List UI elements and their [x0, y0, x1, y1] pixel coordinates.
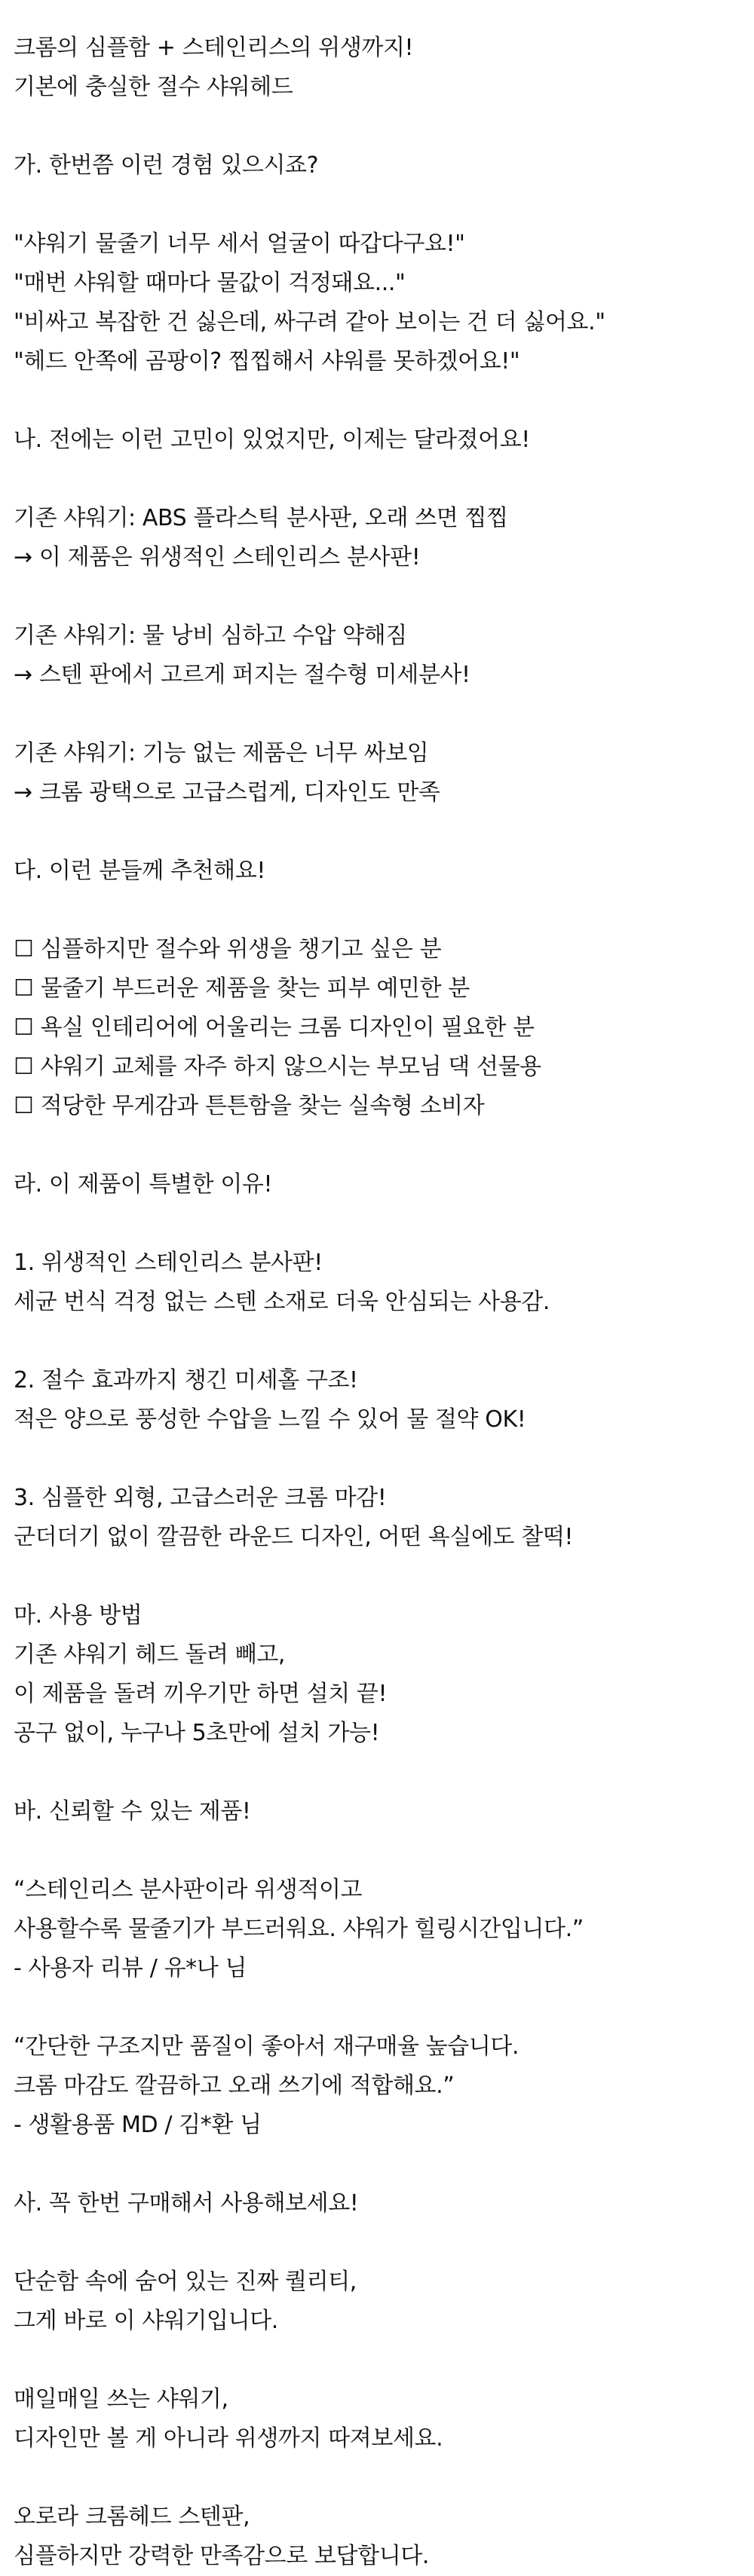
section-da [14, 852, 754, 891]
paragraph-gap [14, 1557, 754, 1596]
paragraph-gap [14, 2341, 754, 2380]
paragraph-gap [14, 1439, 754, 1479]
text-line: 2. 절수 효과까지 챙긴 미세홀 구조! [14, 1367, 358, 1394]
text-line: 세균 번식 걱정 없는 스텐 소재로 더욱 안심되는 사용감. [14, 1289, 550, 1315]
text-line: “간단한 구조지만 품질이 좋아서 재구매율 높습니다. [14, 2033, 520, 2060]
section-sa-3 [14, 2498, 754, 2576]
section-na-2 [14, 616, 754, 695]
text-line: 기존 샤워기 헤드 돌려 빼고, [14, 1641, 286, 1668]
text-line: 디자인만 볼 게 아니라 위생까지 따져보세요. [14, 2425, 443, 2452]
text-line: 사. 꼭 한번 구매해서 사용해보세요! [14, 2190, 359, 2217]
text-line: 오로라 크롬헤드 스텐판, [14, 2504, 250, 2530]
section-ga [14, 146, 754, 185]
text-line: - 사용자 리뷰 / 유*나 님 [14, 1955, 247, 1981]
section-na-1 [14, 499, 754, 577]
paragraph-gap [14, 107, 754, 146]
paragraph-gap [14, 460, 754, 499]
text-line: 단순함 속에 숨어 있는 진짜 퀄리티, [14, 2269, 357, 2295]
paragraph-gap [14, 185, 754, 225]
text-line: 그게 바로 이 샤워기입니다. [14, 2308, 278, 2334]
text-line: 기본에 충실한 절수 샤워헤드 [14, 74, 293, 100]
section-ba-review-2 [14, 2027, 754, 2145]
section-ra-2 [14, 1361, 754, 1439]
section-intro [14, 29, 754, 107]
section-ra [14, 1165, 754, 1204]
paragraph-gap [14, 891, 754, 930]
text-line: - 생활용품 MD / 김*환 님 [14, 2112, 262, 2138]
paragraph-gap [14, 812, 754, 852]
text-line: 기존 샤워기: ABS 플라스틱 분사판, 오래 쓰면 찝찝 [14, 505, 508, 531]
section-da-list [14, 930, 754, 1126]
section-sa-2 [14, 2380, 754, 2458]
text-line: "매번 샤워할 때마다 물값이 걱정돼요..." [14, 270, 406, 296]
paragraph-gap [14, 577, 754, 616]
paragraph-gap [14, 1204, 754, 1244]
paragraph-gap [14, 1831, 754, 1871]
text-line: "헤드 안쪽에 곰팡이? 찝찝해서 샤워를 못하겠어요!" [14, 348, 520, 375]
section-ga-quotes [14, 225, 754, 381]
paragraph-gap [14, 2223, 754, 2262]
text-line: "비싸고 복잡한 건 싫은데, 싸구려 같아 보이는 건 더 싫어요." [14, 309, 605, 335]
text-line: 매일매일 쓰는 샤워기, [14, 2386, 228, 2412]
text-line: 다. 이런 분들께 추천해요! [14, 858, 265, 884]
paragraph-gap [14, 2458, 754, 2498]
text-line: ☐ 물줄기 부드러운 제품을 찾는 피부 예민한 분 [14, 975, 470, 1002]
section-sa [14, 2184, 754, 2223]
section-ra-3 [14, 1479, 754, 1557]
section-ra-1 [14, 1244, 754, 1322]
section-ba [14, 1792, 754, 1831]
text-line: 라. 이 제품이 특별한 이유! [14, 1171, 273, 1198]
text-line: 사용할수록 물줄기가 부드러워요. 샤워가 힐링시간입니다.” [14, 1916, 584, 1942]
section-sa-1 [14, 2262, 754, 2341]
text-line: 적은 양으로 풍성한 수압을 느낄 수 있어 물 절약 OK! [14, 1406, 526, 1433]
text-line: "샤워기 물줄기 너무 세서 얼굴이 따갑다구요!" [14, 231, 465, 257]
text-line: ☐ 심플하지만 절수와 위생을 챙기고 싶은 분 [14, 936, 442, 962]
text-line: → 크롬 광택으로 고급스럽게, 디자인도 만족 [14, 779, 440, 806]
text-line: 기존 샤워기: 물 낭비 심하고 수압 약해짐 [14, 623, 407, 649]
text-line: 가. 한번쯤 이런 경험 있으시죠? [14, 152, 319, 179]
text-line: 마. 사용 방법 [14, 1602, 143, 1629]
text-line: 1. 위생적인 스테인리스 분사판! [14, 1250, 323, 1276]
text-line: 3. 심플한 외형, 고급스러운 크롬 마감! [14, 1485, 387, 1511]
text-line: → 이 제품은 위생적인 스테인리스 분사판! [14, 544, 421, 571]
text-line: ☐ 욕실 인테리어에 어울리는 크롬 디자인이 필요한 분 [14, 1014, 535, 1041]
paragraph-gap [14, 381, 754, 421]
paragraph-gap [14, 1322, 754, 1361]
paragraph-gap [14, 1753, 754, 1792]
text-line: 나. 전에는 이런 고민이 있었지만, 이제는 달라졌어요! [14, 427, 530, 453]
paragraph-gap [14, 695, 754, 734]
section-ma [14, 1596, 754, 1753]
text-line: 기존 샤워기: 기능 없는 제품은 너무 싸보임 [14, 740, 429, 766]
text-line: 공구 없이, 누구나 5초만에 설치 가능! [14, 1720, 380, 1746]
text-line: 크롬 마감도 깔끔하고 오래 쓰기에 적합해요.” [14, 2073, 455, 2099]
paragraph-gap [14, 1126, 754, 1165]
section-ba-review-1 [14, 1871, 754, 1988]
section-na [14, 421, 754, 460]
text-line: “스테인리스 분사판이라 위생적이고 [14, 1877, 363, 1903]
text-line: 크롬의 심플함 + 스테인리스의 위생까지! [14, 35, 414, 61]
text-line: ☐ 적당한 무게감과 튼튼함을 찾는 실속형 소비자 [14, 1093, 485, 1119]
text-line: ☐ 샤워기 교체를 자주 하지 않으시는 부모님 댁 선물용 [14, 1054, 541, 1080]
section-na-3 [14, 734, 754, 812]
text-line: 이 제품을 돌려 끼우기만 하면 설치 끝! [14, 1681, 388, 1707]
text-line: 바. 신뢰할 수 있는 제품! [14, 1798, 251, 1825]
paragraph-gap [14, 1988, 754, 2027]
paragraph-gap [14, 2145, 754, 2184]
text-line: 군더더기 없이 깔끔한 라운드 디자인, 어떤 욕실에도 찰떡! [14, 1524, 574, 1550]
text-line: → 스텐 판에서 고르게 퍼지는 절수형 미세분사! [14, 662, 470, 688]
text-line: 심플하지만 강력한 만족감으로 보답합니다. [14, 2543, 429, 2569]
